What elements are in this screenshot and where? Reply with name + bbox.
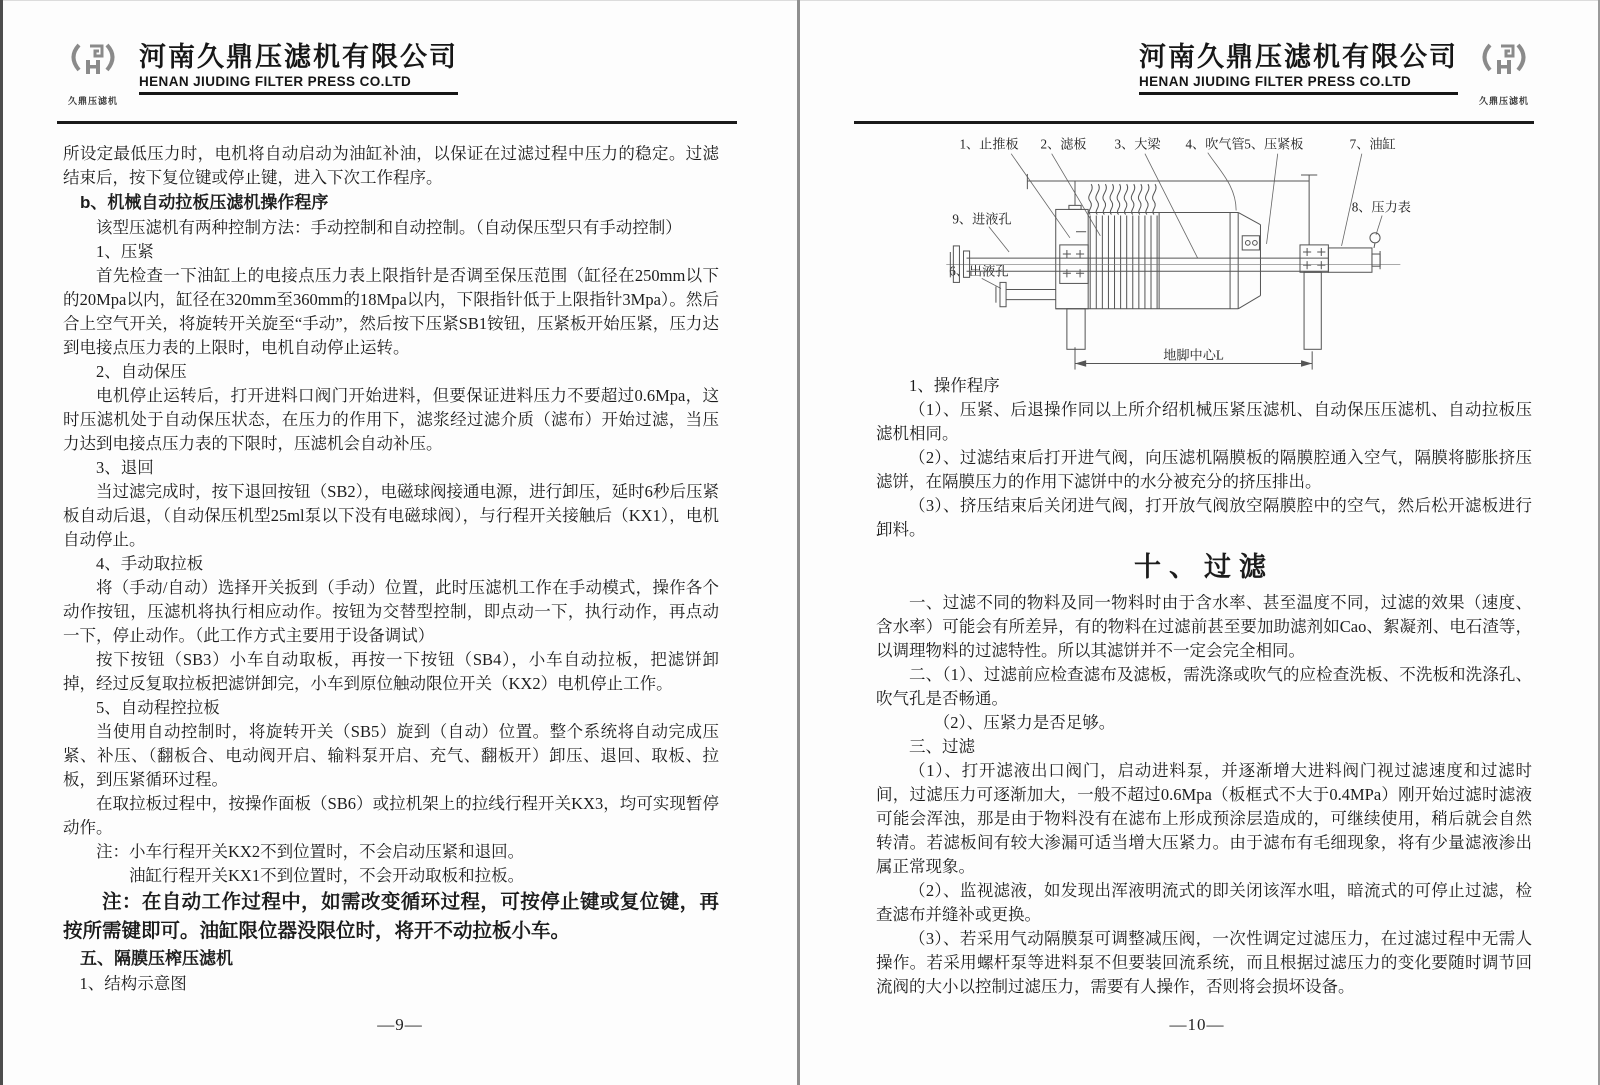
paragraph: 1、操作程序 — [909, 376, 1000, 395]
diagram-label-pressing-plate: 5、压紧板 — [1244, 136, 1304, 152]
company-name-en: HENAN JIUDING FILTER PRESS CO.LTD — [1139, 74, 1412, 89]
logo-caption: 久鼎压滤机 — [1478, 96, 1529, 106]
paragraph: 五、隔膜压榨压滤机 — [80, 949, 233, 968]
hose-squiggles — [1089, 184, 1156, 214]
company-logo — [1470, 42, 1538, 107]
company-name-en: HENAN JIUDING FILTER PRESS CO.LTD — [139, 74, 412, 89]
paragraph: 2、自动保压 — [96, 362, 187, 381]
company-logo — [59, 42, 127, 107]
paragraph: 3、退回 — [96, 458, 154, 477]
page-9 — [3, 0, 797, 1085]
diagram-label-blow-pipe: 4、吹气管 — [1185, 136, 1245, 152]
paragraph: 按下按钮（SB3）小车自动取板，再按一下按钮（SB4），小车自动拉板，把滤饼卸掉，经过反复取拉板把滤饼卸完，小车到原位触动限位开关（KX2）电机停止工作。 — [63, 650, 719, 693]
diagram-label-filter-plate: 2、滤板 — [1040, 136, 1087, 152]
paragraph: 当过滤完成时，按下退回按钮（SB2），电磁球阀接通电源，进行卸压，延时6秒后压紧板自动后退，（自动保压机型25ml泵以下没有电磁球阀），与行程开关接触后（KX1），电机自动停止。 — [63, 482, 719, 549]
paragraph: 将（手动/自动）选择开关扳到（手动）位置，此时压滤机工作在手动模式，操作各个动作按钮，压滤机将执行相应动作。按钮为交替型控制，即点动一下，执行动作，再点动一下，停止动作。（此工作方式主要用于设备调试） — [63, 578, 719, 645]
page-number: —9— — [377, 1015, 423, 1034]
logo-mark — [1474, 42, 1534, 88]
filter-press-diagram — [926, 130, 1524, 374]
paragraph: （2）、监视滤液，如发现出浑液明流式的即关闭该浑水咀，暗流式的可停止过滤，检查滤布并缝补或更换。 — [876, 881, 1532, 924]
diagram-label-oil-cylinder: 7、油缸 — [1349, 136, 1396, 152]
paragraph: （1）、压紧、后退操作同以上所介绍机械压紧压滤机、自动保压压滤机、自动拉板压滤机相同。 — [876, 400, 1532, 443]
paragraph: 二、（1）、过滤前应检查滤布及滤板，需洗涤或吹气的应检查洗板、不洗板和洗涤孔、吹气孔是否畅通。 — [876, 665, 1532, 708]
diagram-label-outlet-hole: 6、出液孔 — [949, 263, 1009, 279]
paragraph: （3）、若采用气动隔膜泵可调整减压阀，一次性调定过滤压力，在过滤过程中无需人操作。若采用螺杆泵等进料泵不但要装回流系统，而且根据过滤压力的变化要随时调节回流阀的大小以控制过滤压力，需要有人操作，否则将会损坏设备。 — [876, 929, 1532, 996]
company-name-block — [1139, 42, 1458, 95]
paragraph: 4、手动取拉板 — [96, 554, 204, 573]
paragraph: （2）、过滤结束后打开进气阀，向压滤机隔膜板的隔膜腔通入空气，隔膜将膨胀挤压滤饼，在隔膜压力的作用下滤饼中的水分被充分的挤压排出。 — [876, 448, 1532, 491]
bolt-crosses-left — [1063, 250, 1084, 277]
paragraph: （3）、挤压结束后关闭进气阀，打开放气阀放空隔膜腔中的空气，然后松开滤板进行卸料。 — [876, 496, 1532, 539]
right-page-text — [876, 374, 1532, 999]
paragraph: 该型压滤机有两种控制方法：手动控制和自动控制。（自动保压型只有手动控制） — [96, 218, 682, 237]
paragraph: 一、过滤不同的物料及同一物料时由于含水率、甚至温度不同，过滤的效果（速度、含水率）可能会有所差异，有的物料在过滤前甚至要加助滤剂如Cao、絮凝剂、电石渣等，以调理物料的过滤特性。所以其滤饼并不一定会完全相同。 — [876, 593, 1532, 660]
paragraph: 三、过滤 — [909, 737, 975, 756]
paragraph: 1、结构示意图 — [79, 974, 187, 993]
machine-outline — [946, 174, 1400, 370]
paragraph: （1）、打开滤液出口阀门，启动进料泵，并逐渐增大进料阀门视过滤速度和过滤时间，过滤压力可逐渐加大，一般不超过0.6Mpa（板框式不大于0.4MPa）刚开始过滤时滤液可能会浑浊，那是由于物料没有在滤布上形成预涂层造成的，可继续使用，稍后就会自然转清。若滤板间有较大渗漏可适当增大压紧力。由于滤布有毛细现象，将有少量滤液渗出属正常现象。 — [876, 761, 1532, 876]
paragraph: 所设定最低压力时，电机将自动启动为油缸补油，以保证在过滤过程中压力的稳定。过滤结束后，按下复位键或停止键，进入下次工作程序。 — [63, 144, 719, 187]
paragraph: 电机停止运转后，打开进料口阀门开始进料，但要保证进料压力不要超过0.6Mpa，这时压滤机处于自动保压状态，在压力的作用下，滤浆经过滤介质（滤布）开始过滤，当压力达到电接点压力表的下限时，压滤机会自动补压。 — [63, 386, 719, 453]
diagram-dimension-label: 地脚中心L — [1163, 347, 1224, 363]
paragraph: 注：小车行程开关KX2不到位置时，不会启动压紧和退回。 — [96, 842, 525, 861]
company-name-cn: 河南久鼎压滤机有限公司 — [139, 42, 458, 72]
filter-press-drawing — [926, 130, 1524, 374]
paragraph: 5、自动程控拉板 — [96, 698, 220, 717]
paragraph: b、机械自动拉板压滤机操作程序 — [80, 193, 329, 212]
leader-lines — [982, 153, 1382, 289]
header-left — [59, 42, 741, 118]
page-number: —10— — [1169, 1015, 1225, 1034]
diagram-label-main-beam: 3、大梁 — [1114, 136, 1161, 152]
company-name-cn: 河南久鼎压滤机有限公司 — [1139, 42, 1458, 72]
logo-mark — [63, 42, 123, 88]
paragraph: 油缸行程开关KX1不到位置时，不会开动取板和拉板。 — [129, 866, 525, 885]
header-right — [856, 42, 1538, 118]
company-name-block — [139, 42, 458, 95]
diagram-label-inlet-hole: 9、进液孔 — [952, 211, 1012, 227]
diagram-label-pressure-gauge: 8、压力表 — [1351, 199, 1411, 215]
header-rule — [854, 121, 1534, 124]
paragraph: 在取拉板过程中，按操作面板（SB6）或拉机架上的拉线行程开关KX3，均可实现暂停动作。 — [63, 794, 719, 837]
paragraph: （2）、压紧力是否足够。 — [933, 713, 1116, 732]
paragraph: 注：在自动工作过程中，如需改变循环过程，可按停止键或复位键，再按所需键即可。油缸限位器没限位时，将开不动拉板小车。 — [63, 891, 719, 942]
paragraph: 当使用自动控制时，将旋转开关（SB5）旋到（自动）位置。整个系统将自动完成压紧、补压、（翻板合、电动阀开启、输料泵开启、充气、翻板开）卸压、退回、取板、拉板，到压紧循环过程。 — [63, 722, 719, 789]
paragraph: 1、压紧 — [96, 242, 154, 261]
diagram-label-thrust-plate: 1、止推板 — [959, 136, 1019, 152]
page-10 — [800, 0, 1594, 1085]
left-page-text — [63, 142, 719, 996]
logo-caption: 久鼎压滤机 — [67, 96, 118, 106]
header-rule — [57, 121, 737, 124]
paragraph: 首先检查一下油缸上的电接点压力表上限指针是否调至保压范围（缸径在250mm以下的20Mpa以内，缸径在320mm至360mm的18Mpa以内，下限指针低于上限指针3Mpa）。然后合上空气开关，将旋转开关旋至“手动”，然后按下压紧SB1铵钮，压紧板开始压紧，压力达到电接点压力表的上限时，电机自动停止运转。 — [63, 266, 719, 357]
paragraph: 十、过滤 — [1134, 552, 1274, 582]
